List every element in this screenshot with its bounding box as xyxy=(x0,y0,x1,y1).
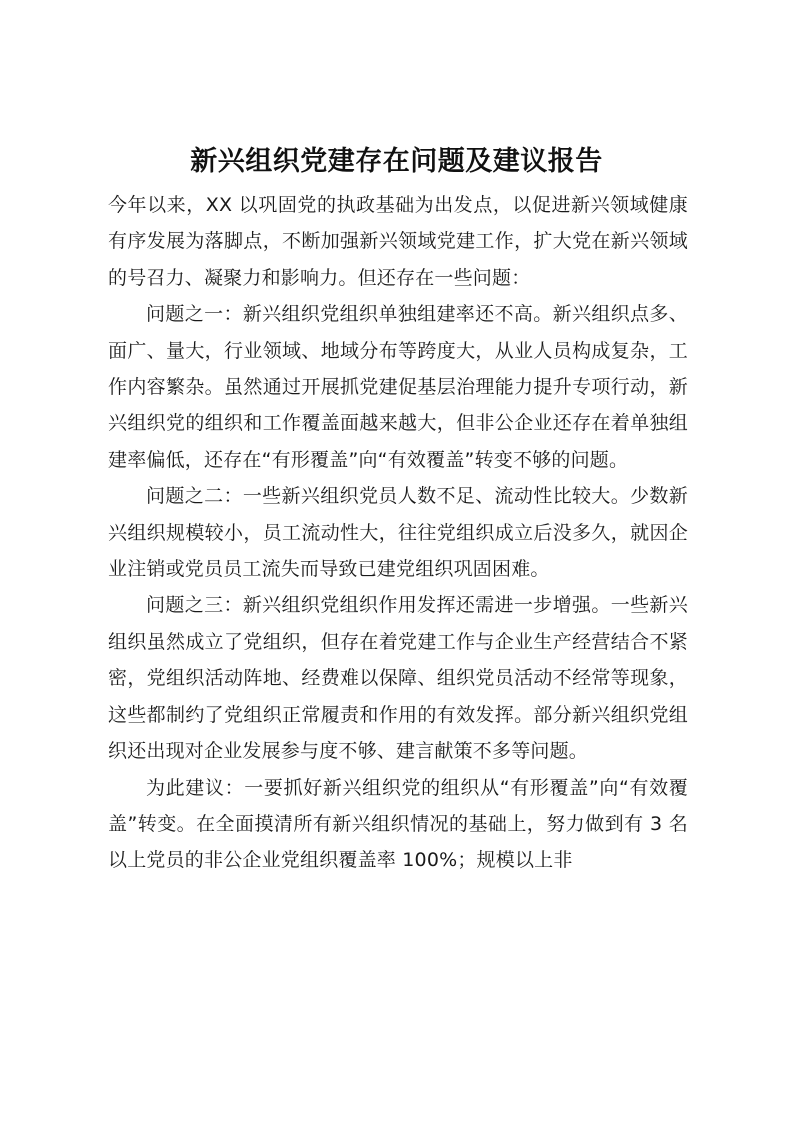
document-body xyxy=(108,187,688,879)
document-title: 新兴组织党建存在问题及建议报告 xyxy=(190,146,603,177)
paragraph-intro: 今年以来，XX 以巩固党的执政基础为出发点，以促进新兴领域健康有序发展为落脚点，不断加强新兴领域党建工作，扩大党在新兴领域的号召力、凝聚力和影响力。但还存在一些问题： xyxy=(108,194,688,289)
paragraph-problem-1: 问题之一：新兴组织党组织单独组建率还不高。新兴组织点多、面广、量大，行业领域、地域分布等跨度大，从业人员构成复杂，工作内容繁杂。虽然通过开展抓党建促基层治理能力提升专项行动，新兴组织党的组织和工作覆盖面越来越大，但非公企业还存在着单独组建率偏低，还存在“有形覆盖”向“有效覆盖”转变不够的问题。 xyxy=(108,303,688,471)
paragraph-suggestion: 为此建议：一要抓好新兴组织党的组织从“有形覆盖”向“有效覆盖”转变。在全面摸清所有新兴组织情况的基础上，努力做到有 3 名以上党员的非公企业党组织覆盖率 100%；规模以上非 xyxy=(108,776,688,872)
paragraph-problem-3: 问题之三：新兴组织党组织作用发挥还需进一步增强。一些新兴组织虽然成立了党组织，但存在着党建工作与企业生产经营结合不紧密，党组织活动阵地、经费难以保障、组织党员活动不经常等现象，这些都制约了党组织正常履责和作用的有效发挥。部分新兴组织党组织还出现对企业发展参与度不够、建言献策不多等问题。 xyxy=(108,594,688,763)
paragraph-problem-2: 问题之二：一些新兴组织党员人数不足、流动性比较大。少数新兴组织规模较小，员工流动性大，往往党组织成立后没多久，就因企业注销或党员员工流失而导致已建党组织巩固困难。 xyxy=(108,485,688,581)
